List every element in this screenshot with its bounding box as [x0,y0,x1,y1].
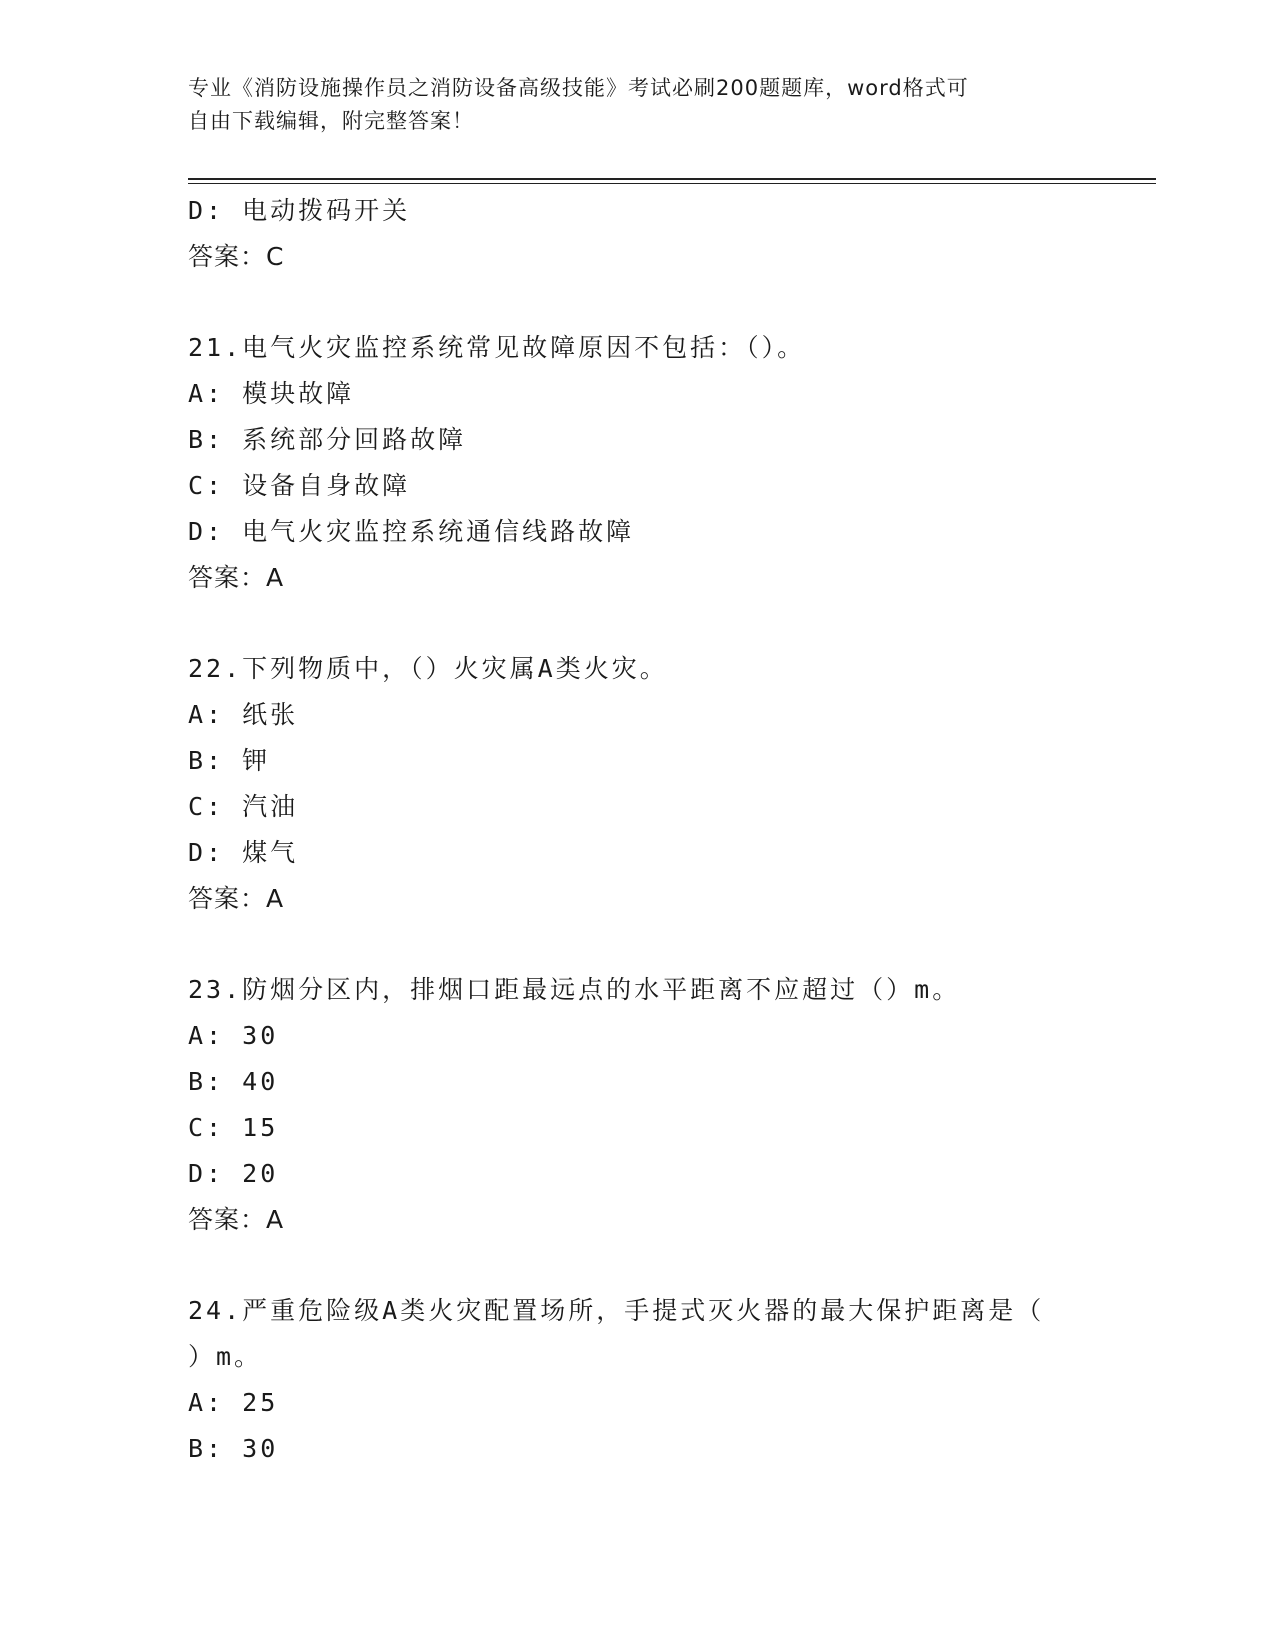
option-c: C: 15 [188,1113,279,1142]
question-stem: 24.严重危险级A类火灾配置场所，手提式灭火器的最大保护距离是（ [188,1296,1045,1325]
option-b: B: 30 [188,1434,279,1463]
option-d: D: 煤气 [188,838,299,867]
option-a: A: 30 [188,1021,279,1050]
question-gap [188,280,1088,325]
question-21 [188,325,1088,601]
option-c: C: 汽油 [188,792,299,821]
option-b: B: 系统部分回路故障 [188,425,467,454]
header-rule-thick [188,178,1156,180]
option-d: D: 20 [188,1159,279,1188]
question-list [188,188,1088,1472]
option-b: B: 40 [188,1067,279,1096]
carryover-answer: 答案：C [188,242,285,271]
question-stem: 21.电气火灾监控系统常见故障原因不包括：（）。 [188,333,806,362]
option-d: D: 电气火灾监控系统通信线路故障 [188,517,635,546]
question-gap [188,1243,1088,1288]
document-header [188,72,1068,138]
option-b: B: 钾 [188,746,271,775]
question-24 [188,1288,1088,1472]
answer: 答案：A [188,884,285,913]
carryover-option-d: D: 电动拨码开关 [188,196,411,225]
question-gap [188,922,1088,967]
question-stem: 22.下列物质中，（）火灾属A类火灾。 [188,654,668,683]
header-rule-thin [188,183,1156,184]
header-line-2: 自由下载编辑，附完整答案！ [188,109,474,133]
question-22 [188,646,1088,922]
question-gap [188,601,1088,646]
answer: 答案：A [188,1205,285,1234]
option-a: A: 模块故障 [188,379,355,408]
option-c: C: 设备自身故障 [188,471,411,500]
option-a: A: 纸张 [188,700,299,729]
answer: 答案：A [188,563,285,592]
question-stem: 23.防烟分区内，排烟口距最远点的水平距离不应超过（）m。 [188,975,961,1004]
question-stem-continuation: ）m。 [188,1342,263,1371]
option-a: A: 25 [188,1388,279,1417]
header-line-1: 专业《消防设施操作员之消防设备高级技能》考试必刷200题题库，word格式可 [188,76,969,100]
question-23 [188,967,1088,1243]
